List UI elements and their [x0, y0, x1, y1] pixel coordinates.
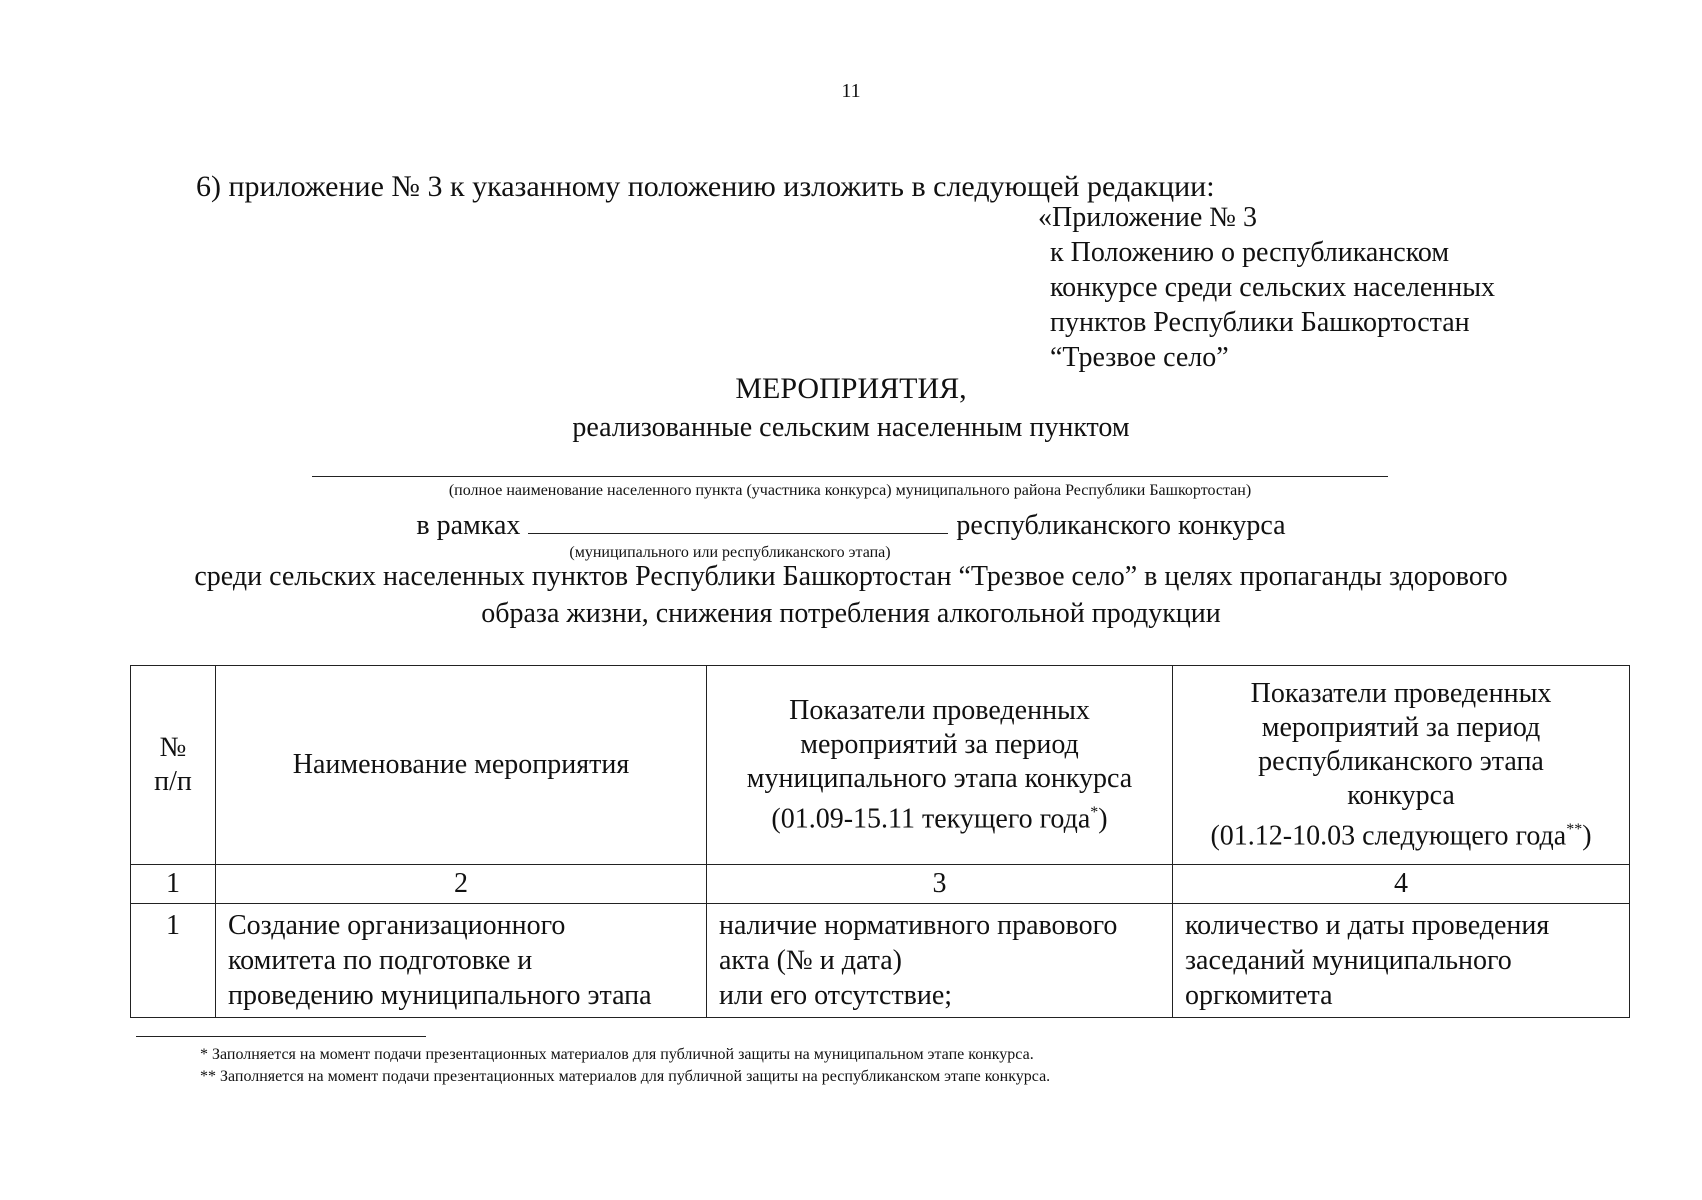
purpose-text: [120, 558, 1582, 632]
footnote-2: ** Заполняется на момент подачи презентационных материалов для публичной защиты на республиканском этапе конкурса.: [200, 1068, 1051, 1085]
row-municipal-indicator: [707, 904, 1173, 1018]
stage-blank: [528, 511, 948, 534]
header-close: ): [1582, 820, 1592, 852]
column-number: 2: [216, 865, 707, 904]
events-table: [130, 665, 1630, 1018]
header-line: республиканского этапа: [1258, 745, 1544, 777]
header-line: конкурса: [1347, 779, 1455, 811]
cell-line: оргкомитета: [1185, 980, 1333, 1011]
appendix-line: «Приложение № 3: [1038, 202, 1257, 233]
cell-line: проведению муниципального этапа: [228, 980, 652, 1011]
table-row: [131, 904, 1630, 1018]
footnote-divider: [136, 1036, 426, 1037]
cell-line: комитета по подготовке и: [228, 945, 533, 976]
stage-prefix: в рамках: [416, 510, 521, 541]
column-number: 3: [707, 865, 1173, 904]
header-line: мероприятий за период: [1261, 711, 1541, 743]
cell-line: Создание организационного: [228, 910, 566, 941]
column-number-row: [131, 865, 1630, 904]
settlement-name-hint: (полное наименование населенного пункта (участника конкурса) муниципального района Республики Башкортостан): [448, 482, 1252, 499]
header-line: муниципального этапа конкурса: [746, 762, 1133, 794]
header-number-line: п/п: [154, 766, 192, 797]
header-period: (01.12-10.03 следующего года: [1210, 820, 1567, 852]
header-municipal-indicators: [707, 666, 1173, 865]
header-close: ): [1098, 803, 1108, 835]
header-line: Показатели проведенных: [789, 694, 1090, 726]
row-number: 1: [131, 904, 216, 1018]
stage-suffix: республиканского конкурса: [956, 510, 1286, 541]
document-subtitle: реализованные сельским населенным пунктом: [572, 412, 1130, 443]
header-line: Показатели проведенных: [1250, 677, 1552, 709]
cell-line: заседаний муниципального: [1185, 945, 1512, 976]
table-header-row: [131, 666, 1630, 865]
footnote-mark: **: [1566, 820, 1583, 838]
stage-row: [0, 510, 1702, 542]
row-republic-indicator: [1173, 904, 1630, 1018]
header-number: [131, 666, 216, 865]
cell-line: или его отсутствие;: [719, 980, 953, 1011]
header-line: [717, 796, 1162, 836]
footnote-1: * Заполняется на момент подачи презентационных материалов для публичной защиты на муниципальном этапе конкурса.: [200, 1046, 1034, 1063]
cell-line: наличие нормативного правового: [719, 910, 1118, 941]
header-period: (01.09-15.11 текущего года: [771, 803, 1091, 835]
footnote-mark: *: [1090, 803, 1099, 821]
purpose-line: образа жизни, снижения потребления алкогольной продукции: [481, 598, 1221, 629]
settlement-name-blank: [312, 476, 1388, 477]
cell-line: акта (№ и дата): [719, 945, 902, 976]
appendix-line: конкурсе среди сельских населенных: [1050, 272, 1496, 303]
purpose-line: среди сельских населенных пунктов Республики Башкортостан “Трезвое село” в целях пропаганды здорового: [194, 561, 1508, 592]
stage-hint: (муниципального или республиканского этапа): [569, 544, 891, 561]
intro-paragraph: 6) приложение № 3 к указанному положению изложить в следующей редакции:: [196, 170, 1215, 203]
appendix-heading: [1038, 200, 1496, 375]
appendix-line: “Трезвое село”: [1050, 342, 1229, 373]
appendix-line: пунктов Республики Башкортостан: [1050, 307, 1470, 338]
appendix-line: к Положению о республиканском: [1050, 237, 1450, 268]
column-number: 1: [131, 865, 216, 904]
header-event-name: Наименование мероприятия: [216, 666, 707, 865]
page-number: 11: [841, 80, 861, 102]
row-event-name: [216, 904, 707, 1018]
document-title: МЕРОПРИЯТИЯ,: [735, 372, 967, 405]
header-republic-indicators: [1173, 666, 1630, 865]
header-line: мероприятий за период: [800, 728, 1079, 760]
cell-line: количество и даты проведения: [1185, 910, 1550, 941]
column-number: 4: [1173, 865, 1630, 904]
header-line: [1183, 813, 1619, 853]
header-number-line: №: [159, 732, 187, 763]
